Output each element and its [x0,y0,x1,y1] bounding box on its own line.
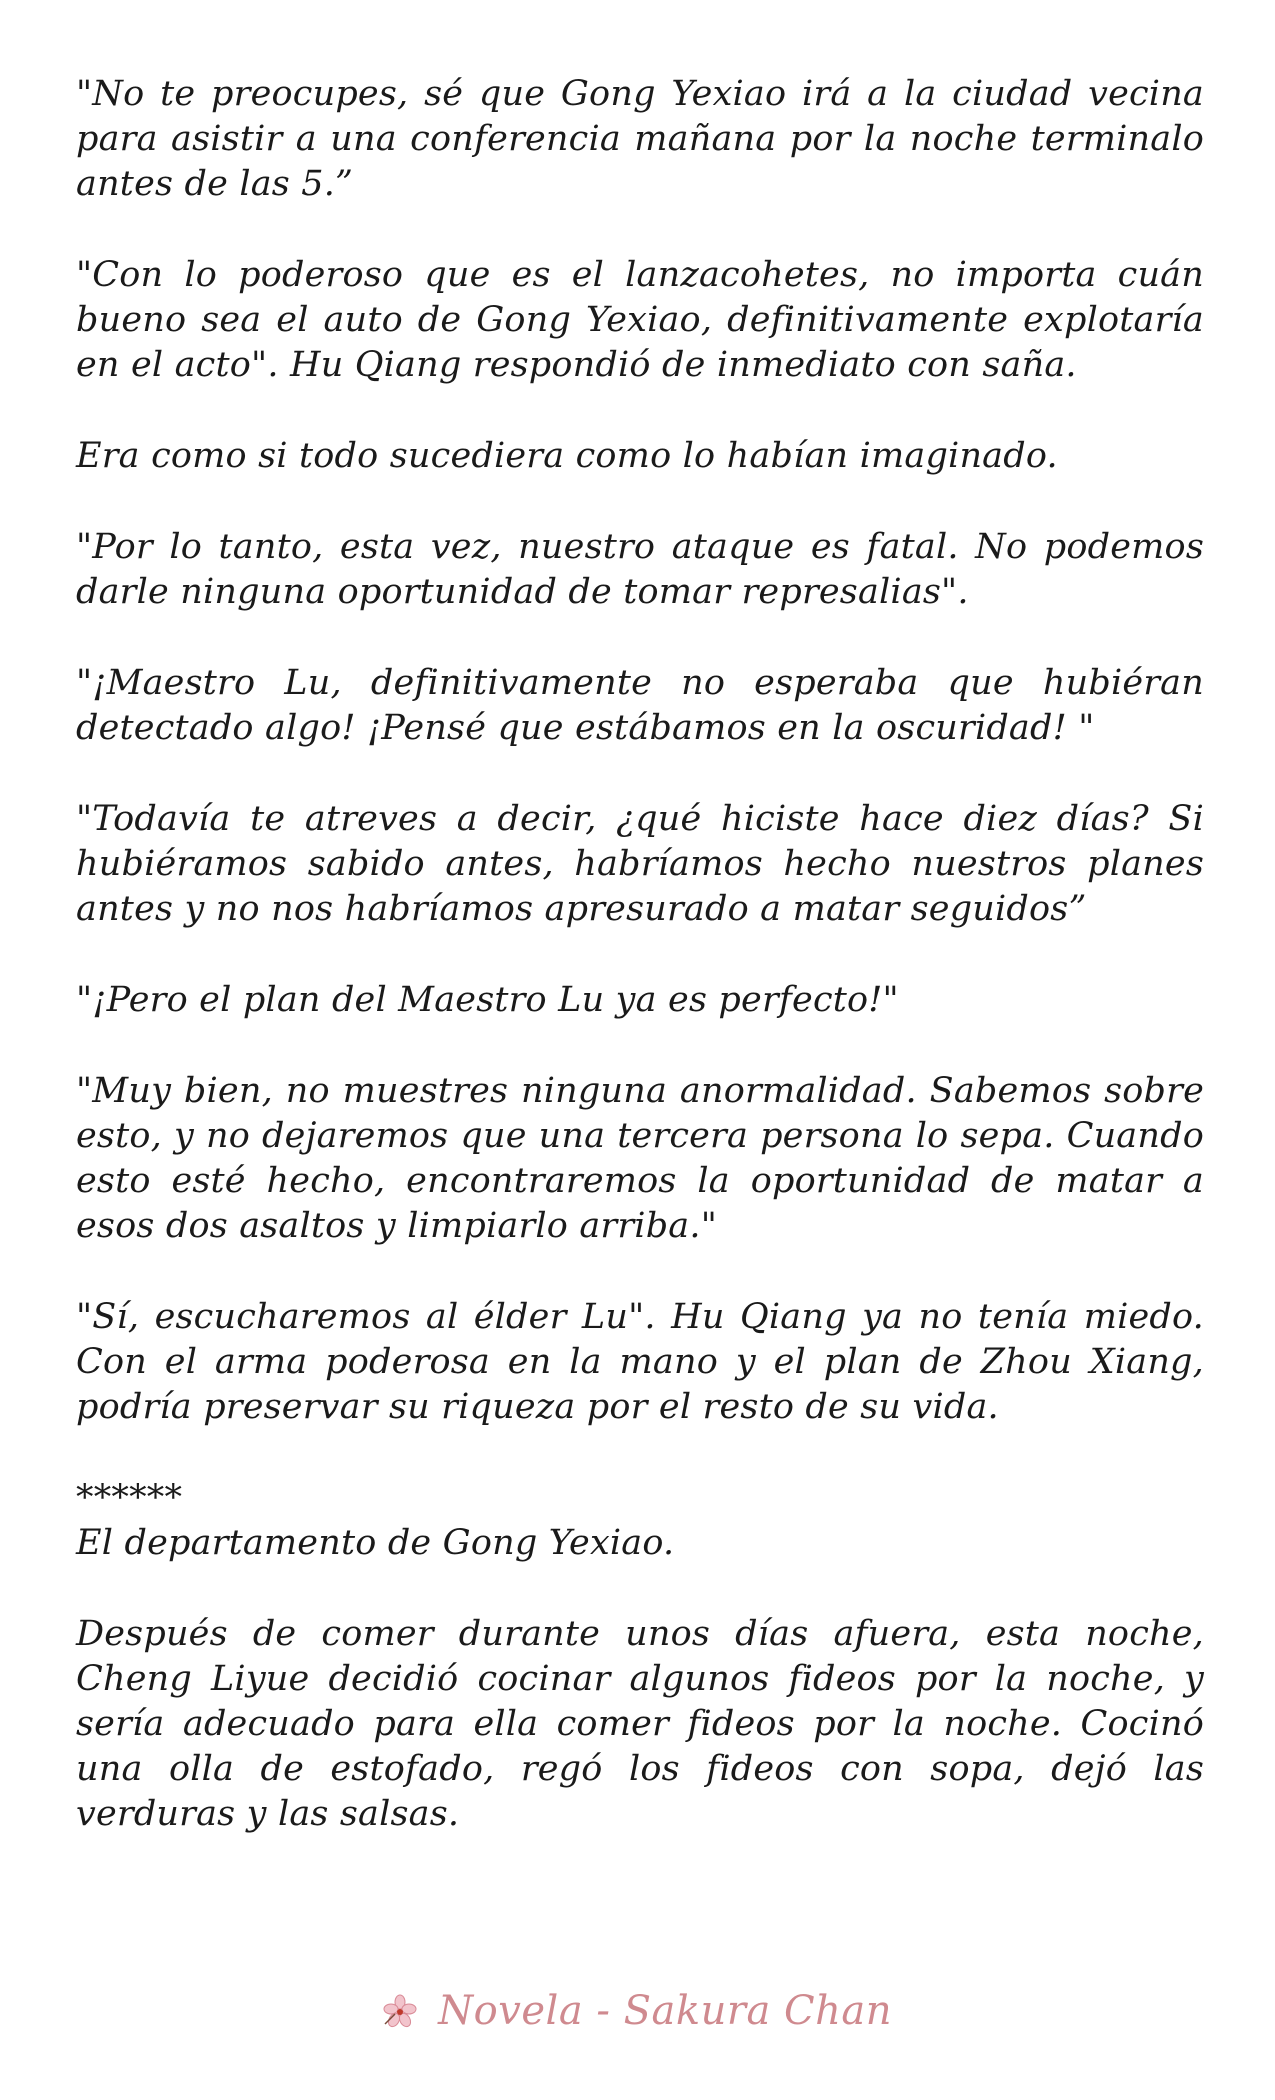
watermark [0,1988,1275,2034]
paragraph-9: "Sí, escucharemos al élder Lu". Hu Qiang ya no tenía miedo. Con el arma poderosa en la mano y el plan de Zhou Xiang, podría preservar su riqueza por el resto de su vida. [76,1297,1204,1427]
paragraph-2: "Con lo poderoso que es el lanzacohetes, no importa cuán bueno sea el auto de Gong Yexiao, definitivamente explotaría en el acto". Hu Qiang respondió de inmediato con saña. [76,255,1204,385]
paragraph-3: Era como si todo sucediera como lo habían imaginado. [76,436,1058,476]
paragraph-6: "Todavía te atreves a decir, ¿qué hiciste hace diez días? Si hubiéramos sabido antes, habríamos hecho nuestros planes antes y no nos habríamos apresurado a matar seguidos” [76,799,1204,929]
paragraph-4: "Por lo tanto, esta vez, nuestro ataque es fatal. No podemos darle ninguna oportunidad de tomar represalias". [76,527,1204,612]
paragraph-7: "¡Pero el plan del Maestro Lu ya es perfecto!" [76,980,899,1020]
scene-heading: El departamento de Gong Yexiao. [76,1523,675,1563]
document-body [76,72,1204,1883]
paragraph-8: "Muy bien, no muestres ninguna anormalidad. Sabemos sobre esto, y no dejaremos que una tercera persona lo sepa. Cuando esto esté hecho, encontraremos la oportunidad de matar a esos dos asaltos y limpiarlo arriba." [76,1071,1204,1246]
scene-separator: ****** [76,1478,183,1518]
paragraph-1: "No te preocupes, sé que Gong Yexiao irá a la ciudad vecina para asistir a una conferencia mañana por la noche terminalo antes de las 5.” [76,74,1204,204]
watermark-text: Novela - Sakura Chan [438,1988,893,2034]
paragraph-5: "¡Maestro Lu, definitivamente no esperaba que hubiéran detectado algo! ¡Pensé que estábamos en la oscuridad! " [76,663,1204,748]
cherry-blossom-icon [383,1994,417,2028]
final-paragraph: Después de comer durante unos días afuera, esta noche, Cheng Liyue decidió cocinar algunos fideos por la noche, y sería adecuado para ella comer fideos por la noche. Cocinó una olla de estofado, regó los fideos con sopa, dejó las verduras y las salsas. [76,1614,1204,1834]
